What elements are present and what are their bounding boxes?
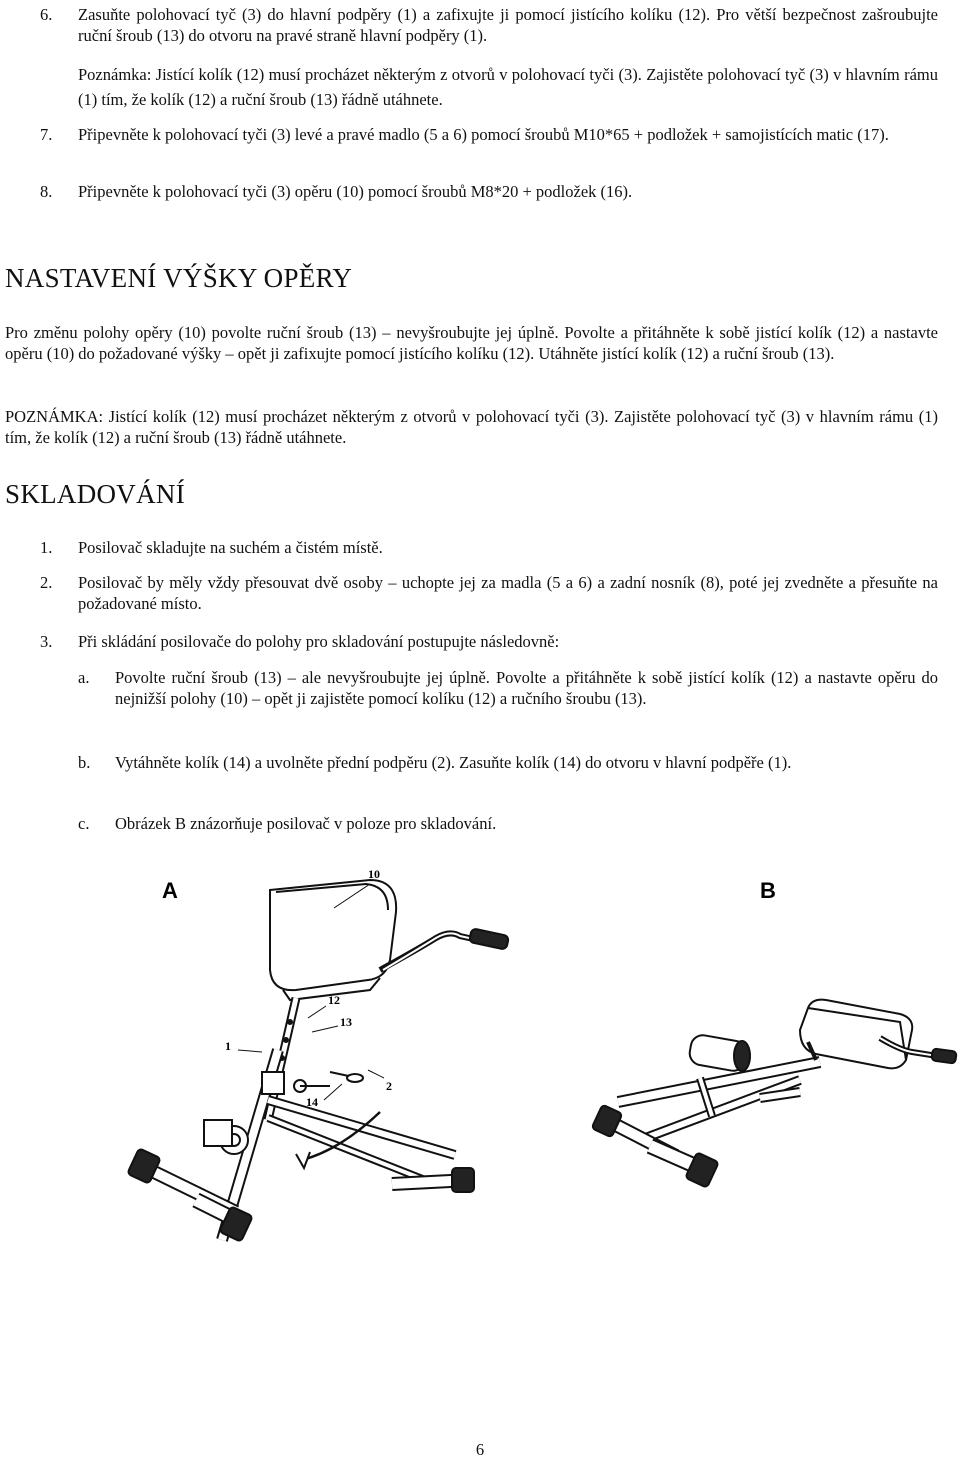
step-7-text: Připevněte k polohovací tyči (3) levé a pravé madlo (5 a 6) pomocí šroubů M10*65 + podložek + samojistících matic (17).	[78, 125, 889, 144]
step-8-number: 8.	[40, 182, 53, 201]
storage-subitem-c-text: Obrázek B znázorňuje posilovač v poloze pro skladování.	[115, 814, 497, 833]
bench-illustration	[0, 850, 960, 1280]
storage-subitem-b-text: Vytáhněte kolík (14) a uvolněte přední podpěru (2). Zasuňte kolík (14) do otvoru v hlavní podpěře (1).	[115, 753, 792, 772]
storage-item-2-number: 2.	[40, 573, 53, 592]
figure-label-b: B	[760, 878, 776, 903]
storage-item-3-number: 3.	[40, 632, 53, 651]
figure-label-a: A	[162, 878, 178, 903]
step-6-text: Zasuňte polohovací tyč (3) do hlavní podpěry (1) a zafixujte ji pomocí jistícího kolíku (12). Pro větší bezpečnost zašroubujte ruční šroub (13) do otvoru na pravé straně hlavní podpěry (1).	[78, 5, 938, 45]
callout-1: 1	[225, 1039, 231, 1053]
storage-item-1-text: Posilovač skladujte na suchém a čistém místě.	[78, 538, 383, 557]
step-6-number: 6.	[40, 5, 53, 24]
bench-upright	[127, 880, 509, 1242]
callout-14: 14	[306, 1095, 318, 1109]
height-paragraph-2: POZNÁMKA: Jistící kolík (12) musí procházet některým z otvorů v polohovací tyči (3). Zajistěte polohovací tyč (3) v hlavním rámu (1) tím, že kolík (12) a ruční šroub (13) řádně utáhnete.	[5, 407, 938, 447]
step-7-number: 7.	[40, 125, 53, 144]
callout-10: 10	[368, 867, 380, 881]
step-6-note: Poznámka: Jistící kolík (12) musí procházet některým z otvorů v polohovací tyči (3). Zajistěte polohovací tyč (3) v hlavním rámu (1) tím, že kolík (12) a ruční šroub (13) řádně utáhnete.	[78, 65, 938, 109]
storage-subitem-a-text: Povolte ruční šroub (13) – ale nevyšroubujte jej úplně. Povolte a přitáhněte k sobě jistící kolík (12) a nastavte opěru do nejnižší polohy (10) – opět ji zajistěte pomocí kolíku (12) a ručního šroubu (13).	[115, 668, 938, 708]
callout-2: 2	[386, 1079, 392, 1093]
storage-subitem-c-number: c.	[78, 814, 90, 833]
callout-13: 13	[340, 1015, 352, 1029]
storage-item-3-text: Při skládání posilovače do polohy pro skladování postupujte následovně:	[78, 632, 560, 651]
callout-12: 12	[328, 993, 340, 1007]
height-paragraph-1: Pro změnu polohy opěry (10) povolte ruční šroub (13) – nevyšroubujte jej úplně. Povolte a přitáhněte k sobě jistící kolík (12) a nastavte opěru (10) do požadované výšky – opět ji zafixujte pomocí jistícího kolíku (12). Utáhněte jistící kolík (12) a ruční šroub (13).	[5, 323, 938, 363]
step-8-text: Připevněte k polohovací tyči (3) opěru (10) pomocí šroubů M8*20 + podložek (16).	[78, 182, 633, 201]
section-title-storage: SKLADOVÁNÍ	[5, 479, 185, 509]
storage-subitem-b-number: b.	[78, 753, 91, 772]
storage-item-2-text: Posilovač by měly vždy přesouvat dvě osoby – uchopte jej za madla (5 a 6) a zadní nosník (8), poté jej zvedněte a přesuňte na požadované místo.	[78, 573, 938, 613]
section-title-height: NASTAVENÍ VÝŠKY OPĚRY	[5, 263, 353, 293]
storage-item-1-number: 1.	[40, 538, 53, 557]
page-number: 6	[475, 1440, 485, 1459]
bench-folded	[592, 1000, 957, 1188]
storage-subitem-a-number: a.	[78, 668, 90, 687]
